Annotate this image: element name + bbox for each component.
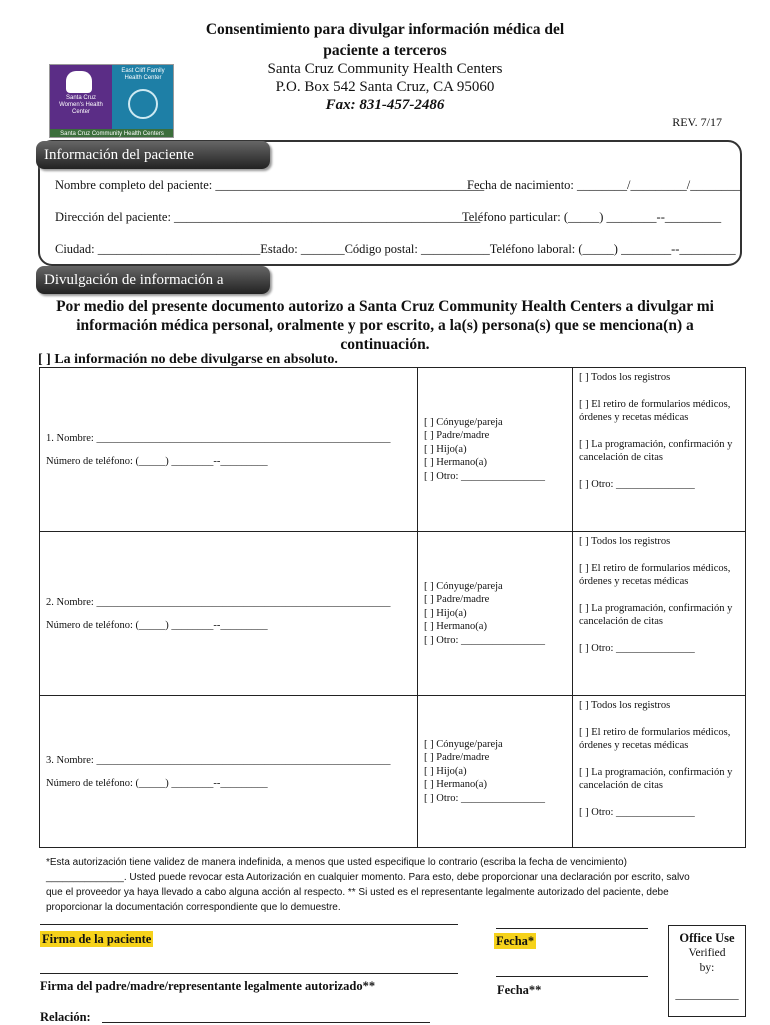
relation-child-checkbox[interactable]: [ ] Hijo(a)	[424, 607, 467, 619]
date-label-1: Fecha*	[496, 934, 535, 948]
recipient-phone-field[interactable]: Número de teléfono: (_____) ________--_________	[46, 619, 268, 631]
records-scheduling-checkbox[interactable]: [ ] La programación, confirmación y cancelación de citas	[579, 438, 733, 463]
table-row	[40, 368, 746, 532]
relation-cell	[418, 532, 573, 696]
patient-signature-label: Firma de la paciente	[42, 932, 152, 946]
relation-child-checkbox[interactable]: [ ] Hijo(a)	[424, 443, 467, 455]
records-scheduling-checkbox[interactable]: [ ] La programación, confirmación y cancelación de citas	[579, 766, 733, 791]
records-other-checkbox[interactable]: [ ] Otro: _______________	[579, 642, 695, 654]
authorization-notes	[46, 855, 736, 915]
no-disclose-checkbox[interactable]: [ ] La información no debe divulgarse en absoluto.	[38, 352, 338, 367]
patient-address-field[interactable]: Dirección del paciente: _________________________________________________	[55, 210, 481, 224]
relation-spouse-checkbox[interactable]: [ ] Cónyuge/pareja	[424, 416, 503, 428]
records-cell	[573, 696, 746, 848]
authorization-statement: Por medio del presente documento autorizo a Santa Cruz Community Health Centers a divulgar mi información médica personal, oralmente y por escrito, a la(s) persona(s) que se menciona(n) a continuación.	[56, 298, 714, 353]
recipients-table	[39, 367, 746, 848]
recipient-name-field[interactable]: 1. Nombre: ________________________________________________________	[46, 432, 391, 444]
relation-spouse-checkbox[interactable]: [ ] Cónyuge/pareja	[424, 580, 503, 592]
relation-parent-checkbox[interactable]: [ ] Padre/madre	[424, 594, 490, 606]
city-state-zip-workphone-field[interactable]: Ciudad: __________________________Estado: _______Código postal: ___________Teléfono laboral: (_____) ________--_________	[55, 242, 736, 256]
revision-label: REV. 7/17	[672, 115, 722, 129]
patient-info-header: Información del paciente	[36, 141, 270, 169]
office-verified-label: Verified	[688, 947, 726, 959]
org-name: Santa Cruz Community Health Centers	[267, 61, 503, 77]
representative-signature-line[interactable]	[40, 973, 458, 974]
home-phone-field[interactable]: Teléfono particular: (_____) ________--_________	[462, 210, 722, 224]
org-fax: Fax: 831-457-2486	[325, 97, 445, 113]
records-cell	[573, 532, 746, 696]
relation-other-checkbox[interactable]: [ ] Otro: ________________	[424, 792, 546, 804]
records-all-checkbox[interactable]: [ ] Todos los registros	[579, 700, 671, 711]
logo-left-text: Santa Cruz Women's Health Center	[59, 95, 103, 115]
recipient-phone-field[interactable]: Número de teléfono: (_____) ________--_________	[46, 777, 268, 789]
disclosure-header: Divulgación de información a	[36, 266, 270, 294]
patient-name-field[interactable]: Nombre completo del paciente: ___________________________________________	[55, 178, 485, 192]
records-all-checkbox[interactable]: [ ] Todos los registros	[579, 372, 671, 383]
office-by-label: by:	[699, 962, 715, 974]
table-row	[40, 532, 746, 696]
relation-other-checkbox[interactable]: [ ] Otro: ________________	[424, 634, 546, 646]
records-all-checkbox[interactable]: [ ] Todos los registros	[579, 536, 671, 547]
table-row	[40, 696, 746, 848]
records-cell	[573, 368, 746, 532]
relation-cell	[418, 368, 573, 532]
relation-cell	[418, 696, 573, 848]
note-line: que el proveedor ya haya llevado a cabo alguna acción al respecto. ** Si usted es el representante legalmente autorizado del paciente, debe	[46, 887, 669, 898]
note-line: proporcionar la documentación correspondiente que lo demuestre.	[46, 902, 341, 913]
logo-bottom-text: Santa Cruz Community Health Centers	[50, 129, 174, 138]
relation-sibling-checkbox[interactable]: [ ] Hermano(a)	[424, 779, 487, 791]
raised-fist-icon	[66, 71, 92, 93]
document-title-line2: paciente a terceros	[323, 42, 447, 59]
relation-sibling-checkbox[interactable]: [ ] Hermano(a)	[424, 457, 487, 469]
clinic-logo	[49, 64, 174, 138]
recipient-cell	[40, 696, 418, 848]
birthdate-field[interactable]: Fecha de nacimiento: ________/_________/________	[467, 178, 741, 192]
logo-right-text: East Cliff Family Health Center	[121, 68, 165, 81]
relation-label: Relación:	[40, 1010, 91, 1024]
recipient-name-field[interactable]: 2. Nombre: ________________________________________________________	[46, 596, 391, 608]
records-other-checkbox[interactable]: [ ] Otro: _______________	[579, 478, 695, 490]
records-forms-checkbox[interactable]: [ ] El retiro de formularios médicos, órdenes y recetas médicas	[579, 726, 731, 751]
recipient-cell	[40, 532, 418, 696]
document-title-line1: Consentimiento para divulgar información médica del	[205, 21, 565, 38]
office-use-box	[668, 925, 746, 1017]
recipient-phone-field[interactable]: Número de teléfono: (_____) ________--_________	[46, 455, 268, 467]
records-forms-checkbox[interactable]: [ ] El retiro de formularios médicos, órdenes y recetas médicas	[579, 398, 731, 423]
office-use-title: Office Use	[679, 931, 735, 945]
relation-spouse-checkbox[interactable]: [ ] Cónyuge/pareja	[424, 738, 503, 750]
relation-parent-checkbox[interactable]: [ ] Padre/madre	[424, 752, 490, 764]
date-line-1[interactable]	[496, 928, 648, 929]
bird-icon	[128, 89, 158, 119]
records-other-checkbox[interactable]: [ ] Otro: _______________	[579, 806, 695, 818]
note-line: *Esta autorización tiene validez de manera indefinida, a menos que usted especifique lo contrario (escriba la fecha de vencimiento)	[46, 857, 627, 868]
patient-signature-line[interactable]	[40, 924, 458, 925]
relation-sibling-checkbox[interactable]: [ ] Hermano(a)	[424, 621, 487, 633]
relation-child-checkbox[interactable]: [ ] Hijo(a)	[424, 765, 467, 777]
note-line: ______________. Usted puede revocar esta Autorización en cualquier momento. Para esto, debe proporcionar una declaración por escrito, salvo	[46, 872, 690, 883]
relation-line[interactable]	[102, 1022, 430, 1023]
recipient-cell	[40, 368, 418, 532]
date-line-2[interactable]	[496, 976, 648, 977]
records-scheduling-checkbox[interactable]: [ ] La programación, confirmación y cancelación de citas	[579, 602, 733, 627]
relation-parent-checkbox[interactable]: [ ] Padre/madre	[424, 430, 490, 442]
representative-signature-label: Firma del padre/madre/representante legalmente autorizado**	[40, 979, 376, 993]
date-label-2: Fecha**	[497, 983, 542, 997]
relation-other-checkbox[interactable]: [ ] Otro: ________________	[424, 470, 546, 482]
recipient-name-field[interactable]: 3. Nombre: ________________________________________________________	[46, 754, 391, 766]
org-address: P.O. Box 542 Santa Cruz, CA 95060	[275, 79, 495, 95]
records-forms-checkbox[interactable]: [ ] El retiro de formularios médicos, órdenes y recetas médicas	[579, 562, 731, 587]
office-verified-line[interactable]: ___________	[675, 989, 739, 1001]
